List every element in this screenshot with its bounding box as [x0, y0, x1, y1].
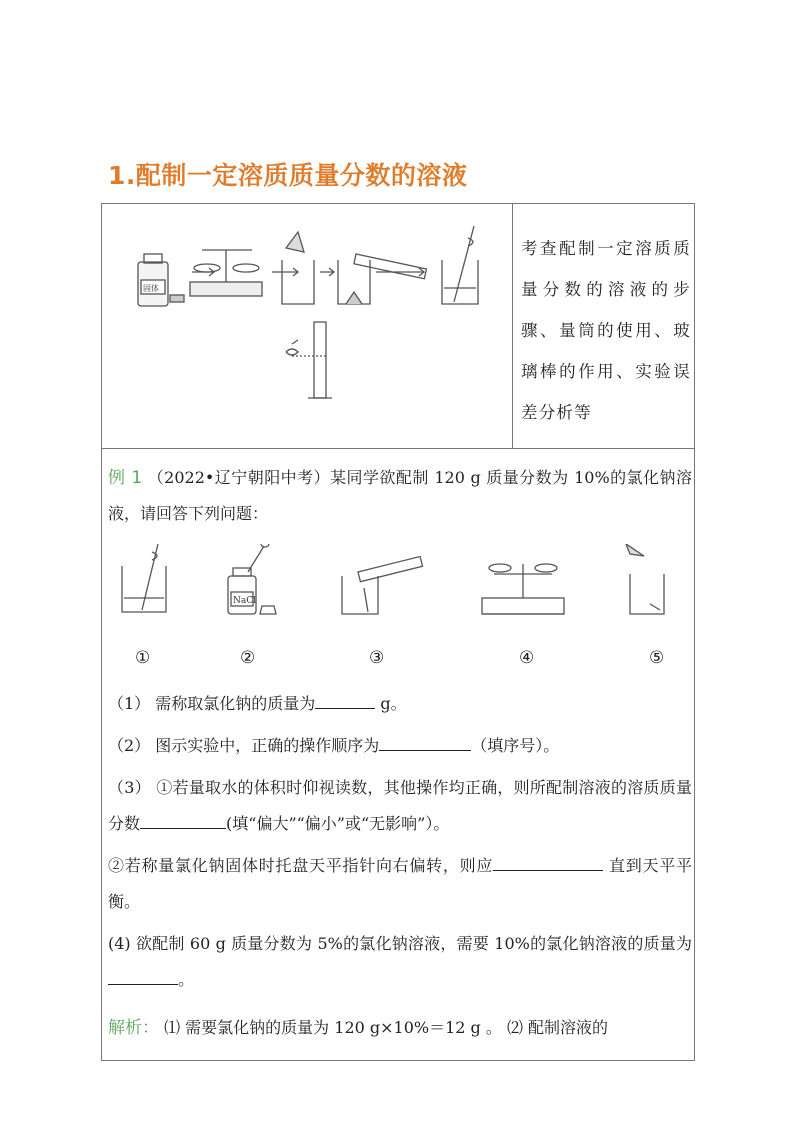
summary-text: 考查配制一定溶质质量分数的溶液的步骤、量筒的使用、玻璃棒的作用、实验误差分析等 [521, 239, 691, 422]
question-2-text: （2） 图示实验中，正确的操作顺序为 [108, 736, 380, 755]
nacl-label: NaCl [233, 596, 257, 606]
example-content [108, 460, 692, 532]
example-intro [108, 460, 692, 532]
answer-blank-4[interactable] [493, 852, 603, 871]
step-number-3: ③ [369, 648, 385, 668]
summary-row [102, 204, 694, 449]
question-2-tail: （填序号）。 [471, 736, 560, 755]
answer-blank-1[interactable] [315, 690, 375, 709]
question-1-tail: g。 [375, 694, 407, 713]
bottle-label: 固体 [143, 284, 159, 293]
answer-blank-3[interactable] [140, 810, 226, 829]
analysis [108, 1010, 692, 1046]
question-3-part-2-tail: 直到天平平衡。 [108, 856, 692, 911]
step-figures [102, 544, 694, 639]
question-3-part-2-text: ②若称量氯化钠固体时托盘天平指针向右偏转，则应 [108, 856, 494, 875]
question-3 [108, 770, 692, 842]
questions [108, 686, 692, 1046]
procedure-diagram [102, 204, 512, 448]
question-1-text: （1） 需称取氯化钠的质量为 [108, 694, 316, 713]
analysis-text: ⑴ 需要氯化钠的质量为 120 g×10%＝12 g 。 ⑵ 配制溶液的 [159, 1018, 609, 1037]
step-number-2: ② [240, 648, 256, 668]
question-2 [108, 728, 692, 764]
question-3-tail: (填“偏大”“偏小”或“无影响”）。 [226, 814, 450, 833]
content-table [101, 203, 695, 1061]
question-3-part-2 [108, 848, 692, 920]
step-number-5: ⑤ [649, 648, 665, 668]
question-4-text: (4) 欲配制 60 g 质量分数为 5%的氯化钠溶液，需要 10%的氯化钠溶液的质量为 [108, 934, 692, 953]
question-4-tail: 。 [178, 970, 195, 989]
example-intro-text: （2022•辽宁朝阳中考）某同学欲配制 120 g 质量分数为 10%的氯化钠溶液，请回答下列问题： [108, 468, 692, 523]
step-number-1: ① [135, 648, 151, 668]
question-3-text: （3） ①若量取水的体积时仰视读数，其他操作均正确，则所配制溶液的溶质质量分数 [108, 778, 692, 833]
answer-blank-2[interactable] [379, 732, 471, 751]
analysis-label: 解析： [108, 1018, 159, 1038]
question-1 [108, 686, 692, 722]
question-4 [108, 926, 692, 998]
step-figures-svg [102, 544, 694, 639]
example-label: 例 1 [108, 468, 143, 488]
step-numbers [102, 648, 694, 676]
step-number-4: ④ [519, 648, 535, 668]
section-title: 1.配制一定溶质质量分数的溶液 [108, 161, 468, 190]
procedure-diagram-cell [102, 204, 513, 448]
answer-blank-5[interactable] [108, 966, 178, 985]
